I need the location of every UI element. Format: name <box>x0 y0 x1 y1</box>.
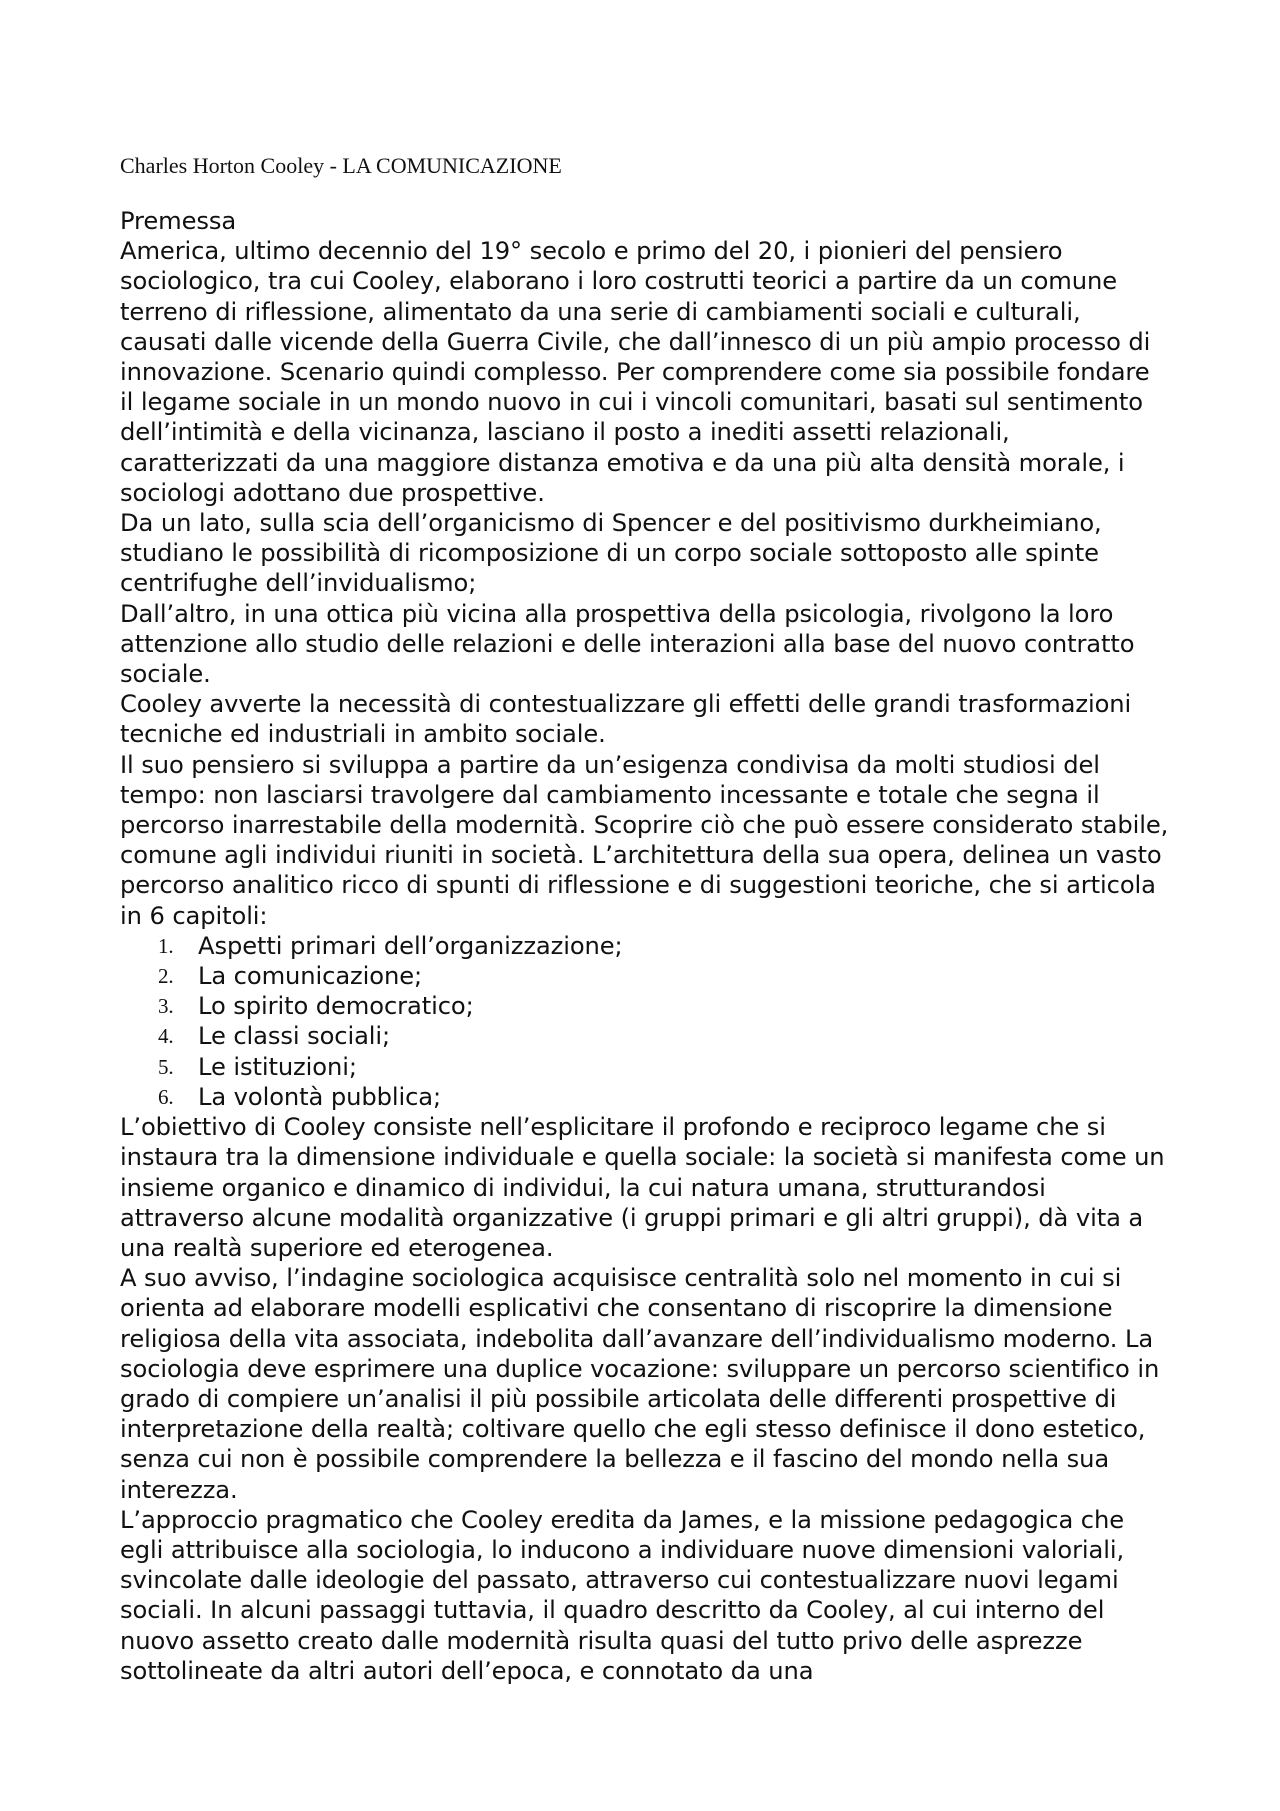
list-item-text: La volontà pubblica; <box>198 1082 442 1111</box>
paragraph: Cooley avverte la necessità di contestualizzare gli effetti delle grandi trasformazioni tecniche ed industriali in ambito sociale. <box>120 690 1132 749</box>
list-item <box>120 931 1170 961</box>
paragraph: L’obiettivo di Cooley consiste nell’esplicitare il profondo e reciproco legame che si instaura tra la dimensione individuale e quella sociale: la società si manifesta come un insieme organico e dinamico di individui, la cui natura umana, strutturandosi attraverso alcune modalità organizzative (i gruppi primari e gli altri gruppi), dà vita a una realtà superiore ed eterogenea. <box>120 1113 1165 1262</box>
list-item-text: La comunicazione; <box>198 962 423 991</box>
list-item <box>120 1052 1170 1082</box>
paragraph: Dall’altro, in una ottica più vicina alla prospettiva della psicologia, rivolgono la loro attenzione allo studio delle relazioni e delle interazioni alla base del nuovo contratto sociale. <box>120 599 1135 689</box>
chapter-list <box>120 931 1170 1112</box>
list-item-text: Lo spirito democratico; <box>198 992 474 1021</box>
section-heading: Premessa <box>120 207 237 235</box>
paragraph: A suo avviso, l’indagine sociologica acquisisce centralità solo nel momento in cui si orienta ad elaborare modelli esplicativi che consentano di riscoprire la dimensione religiosa della vita associata, indebolita dall’avanzare dell’individualismo moderno. La sociologia deve esprimere una duplice vocazione: sviluppare un percorso scientifico in grado di compiere un’analisi il più possibile articolata delle differenti prospettive di interpretazione della realtà; coltivare quello che egli stesso definisce il dono estetico, senza cui non è possibile comprendere la bellezza e il fascino del mondo nella sua interezza. <box>120 1264 1160 1504</box>
list-item <box>120 1082 1170 1112</box>
list-number: 2. <box>158 964 174 989</box>
list-item <box>120 961 1170 991</box>
paragraph: America, ultimo decennio del 19° secolo e primo del 20, i pionieri del pensiero sociologico, tra cui Cooley, elaborano i loro costrutti teorici a partire da un comune terreno di riflessione, alimentato da una serie di cambiamenti sociali e culturali, causati dalle vicende della Guerra Civile, che dall’innesco di un più ampio processo di innovazione. Scenario quindi complesso. Per comprendere come sia possibile fondare il legame sociale in un mondo nuovo in cui i vincoli comunitari, basati sul sentimento dell’intimità e della vicinanza, lasciano il posto a inediti assetti relazionali, caratterizzati da una maggiore distanza emotiva e da una più alta densità morale, i sociologi adottano due prospettive. <box>120 237 1151 507</box>
list-number: 5. <box>158 1054 174 1079</box>
list-item <box>120 1021 1170 1051</box>
document-body <box>120 206 1170 1686</box>
list-item-text: Le istituzioni; <box>198 1052 357 1081</box>
paragraph: L’approccio pragmatico che Cooley eredita da James, e la missione pedagogica che egli attribuisce alla sociologia, lo inducono a individuare nuove dimensioni valoriali, svincolate dalle ideologie del passato, attraverso cui contestualizzare nuovi legami sociali. In alcuni passaggi tuttavia, il quadro descritto da Cooley, al cui interno del nuovo assetto creato dalle modernità risulta quasi del tutto privo delle asprezze sottolineate da altri autori dell’epoca, e connotato da una <box>120 1505 1125 1685</box>
list-number: 6. <box>158 1084 174 1109</box>
list-number: 1. <box>158 933 174 958</box>
list-item-text: Aspetti primari dell’organizzazione; <box>198 931 623 960</box>
document-title: Charles Horton Cooley - LA COMUNICAZIONE <box>120 153 562 178</box>
list-item <box>120 991 1170 1021</box>
list-number: 3. <box>158 994 174 1019</box>
paragraph: Da un lato, sulla scia dell’organicismo di Spencer e del positivismo durkheimiano, studiano le possibilità di ricomposizione di un corpo sociale sottoposto alle spinte centrifughe dell’invidualismo; <box>120 509 1102 598</box>
list-number: 4. <box>158 1024 174 1049</box>
list-item-text: Le classi sociali; <box>198 1022 391 1051</box>
paragraph: Il suo pensiero si sviluppa a partire da un’esigenza condivisa da molti studiosi del tempo: non lasciarsi travolgere dal cambiamento incessante e totale che segna il percorso inarrestabile della modernità. Scoprire ciò che può essere considerato stabile, comune agli individui riuniti in società. L’architettura della sua opera, delinea un vasto percorso analitico ricco di spunti di riflessione e di suggestioni teoriche, che si articola in 6 capitoli: <box>120 750 1169 930</box>
